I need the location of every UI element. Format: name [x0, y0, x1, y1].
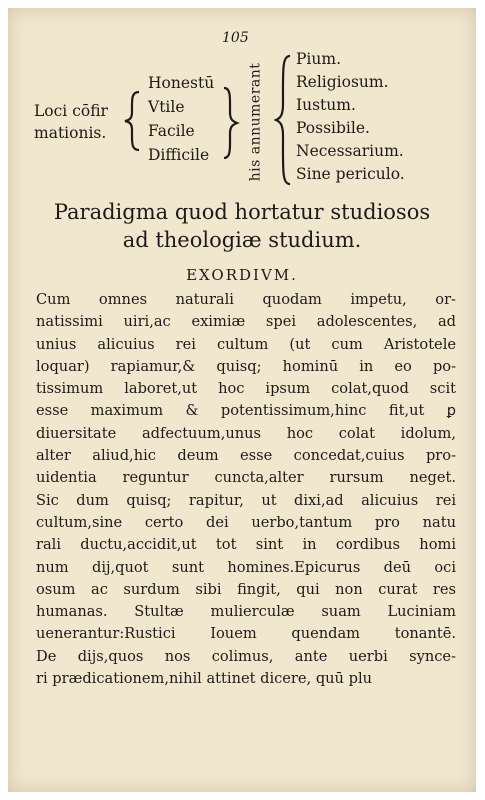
left-brace-icon: [122, 90, 142, 152]
middle-item-difficile: Difficile: [148, 146, 210, 164]
body-line: alter aliud,hic deum esse concedat,cuius pro-: [36, 447, 456, 465]
middle-item-facile: Facile: [148, 122, 195, 140]
vertical-label: his annumerant: [247, 62, 263, 182]
vertical-label-wrap: [240, 52, 270, 192]
left-label-line2: mationis.: [34, 124, 107, 142]
right-item-religiosum: Religiosum.: [296, 73, 389, 91]
body-line: cultum,sine certo dei uerbo,tantum pro natu: [36, 513, 456, 531]
body-line: rali ductu,accidit,ut tot sint in cordibus homi: [36, 536, 456, 554]
section-heading: EXORDIVM.: [186, 266, 298, 284]
middle-item-utile: Vtile: [148, 98, 185, 116]
page-number: 105: [222, 30, 249, 46]
book-page: [8, 8, 476, 792]
right-item-possibile: Possibile.: [296, 119, 370, 137]
body-line: unius alicuius rei cultum (ut cum Aristotele: [36, 335, 456, 353]
right-item-sine-periculo: Sine periculo.: [296, 165, 405, 183]
title-line-1: Paradigma quod hortatur studiosos: [53, 200, 431, 224]
right-item-necessarium: Necessarium.: [296, 142, 404, 160]
right-item-iustum: Iustum.: [296, 96, 356, 114]
middle-brace-icon: [222, 86, 240, 160]
body-line: esse maximum & potentissimum,hinc fit,ut ꝑ: [36, 402, 456, 420]
right-brace-icon: [274, 54, 292, 186]
title-line-2: ad theologiæ studium.: [122, 228, 362, 252]
middle-item-honestum: Honestū: [148, 74, 215, 92]
body-line: ri prædicationem,nihil attinet dicere, quū plu: [36, 670, 373, 688]
body-line: Cum omnes naturali quodam impetu, or-: [36, 291, 456, 308]
body-text: [36, 289, 456, 690]
body-line: diuersitate adfectuum,unus hoc colat idolum,: [36, 424, 456, 442]
body-line: De dijs,quos nos colimus, ante uerbi synce-: [36, 647, 456, 665]
right-item-pium: Pium.: [296, 50, 341, 68]
body-line: uenerantur:Rustici Iouem quendam tonantē.: [36, 625, 456, 643]
body-line: tissimum laboret,ut hoc ipsum colat,quod scit: [36, 380, 456, 398]
body-line: num dij,quot sunt homines.Epicurus deū oci: [36, 558, 456, 576]
body-line: Sic dum quisq; rapitur, ut dixi,ad alicuius rei: [36, 491, 456, 509]
left-label-line1: Loci cōfir: [34, 102, 108, 120]
body-line: humanas. Stultæ mulierculæ suam Luciniam: [36, 603, 456, 621]
body-line: uidentia reguntur cuncta,alter rursum neget.: [36, 469, 456, 487]
body-line: natissimi uiri,ac eximiæ spei adolescentes, ad: [36, 313, 456, 331]
body-line: osum ac surdum sibi fingit, qui non curat res: [36, 580, 456, 598]
body-line: loquar) rapiamur,& quisq; hominū in eo po-: [36, 357, 456, 375]
